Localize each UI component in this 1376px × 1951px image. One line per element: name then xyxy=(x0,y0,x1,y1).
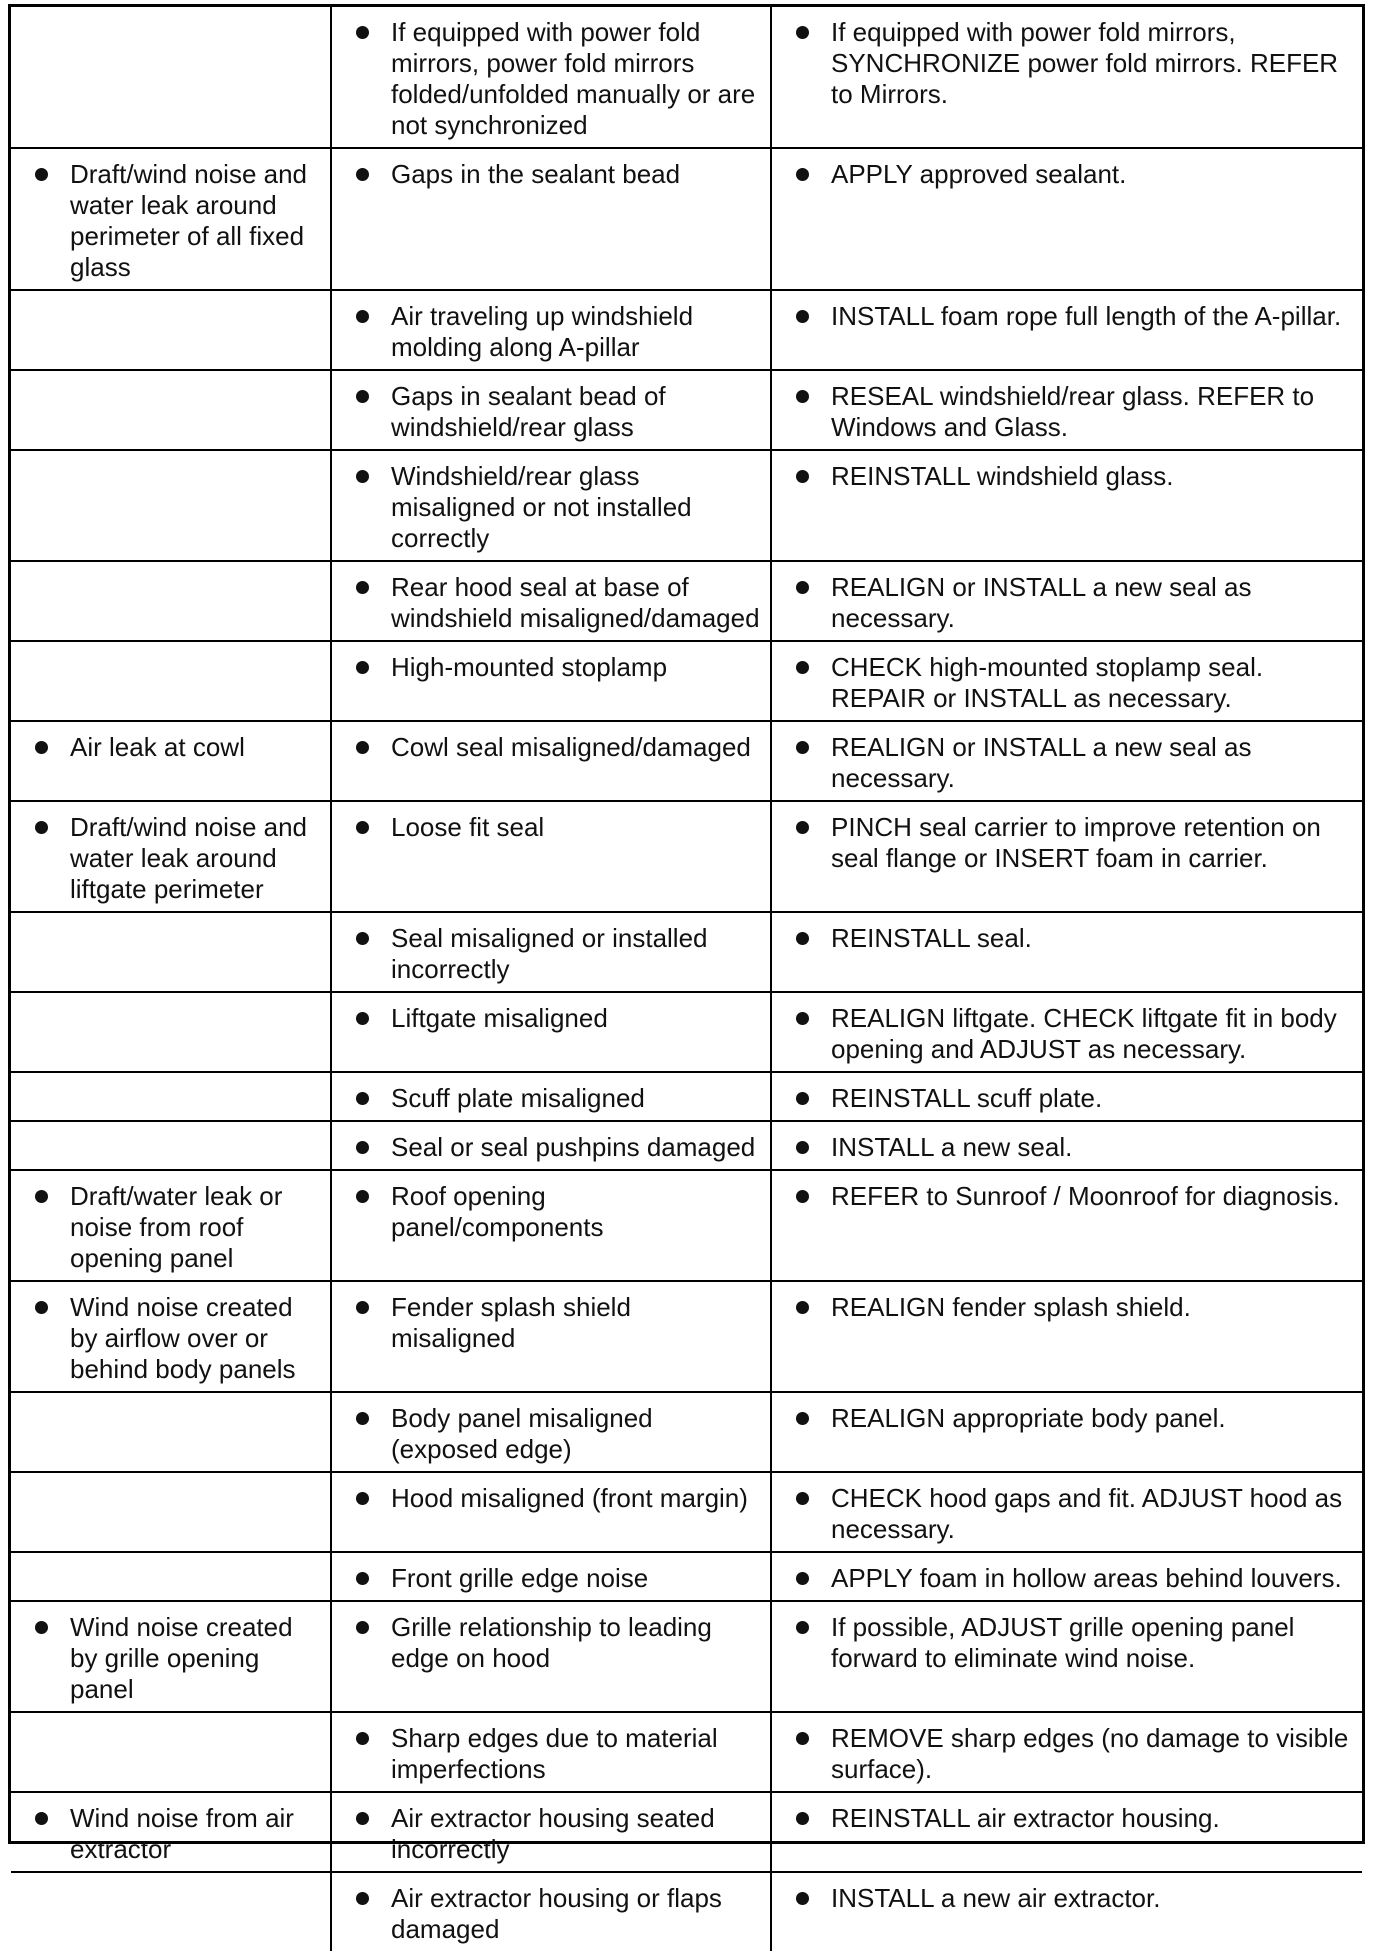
bullet-entry xyxy=(338,1003,762,1034)
bullet-icon xyxy=(35,1621,48,1634)
bullet-icon xyxy=(796,390,809,403)
action-cell xyxy=(771,148,1362,290)
condition-cell xyxy=(11,1472,331,1552)
bullet-icon xyxy=(796,1301,809,1314)
bullet-entry xyxy=(778,1883,1354,1914)
bullet-entry xyxy=(778,461,1354,492)
action-cell xyxy=(771,721,1362,801)
condition-cell xyxy=(11,1121,331,1170)
cause-cell xyxy=(331,370,771,450)
bullet-entry xyxy=(778,1803,1354,1834)
bullet-entry xyxy=(17,812,322,905)
bullet-entry xyxy=(17,1292,322,1385)
condition-cell xyxy=(11,992,331,1072)
table-row xyxy=(11,1170,1362,1281)
cause-text: Sharp edges due to material imperfections xyxy=(391,1723,718,1784)
bullet-icon xyxy=(796,1572,809,1585)
table-row xyxy=(11,1472,1362,1552)
bullet-entry xyxy=(338,1292,762,1354)
bullet-entry xyxy=(778,1563,1354,1594)
action-cell xyxy=(771,1552,1362,1601)
bullet-icon xyxy=(356,1092,369,1105)
bullet-icon xyxy=(356,470,369,483)
cause-text: Roof opening panel/components xyxy=(391,1181,604,1242)
bullet-icon xyxy=(356,1141,369,1154)
action-text: REFER to Sunroof / Moonroof for diagnosis. xyxy=(831,1181,1340,1211)
bullet-icon xyxy=(356,1412,369,1425)
bullet-entry xyxy=(778,1483,1354,1545)
bullet-icon xyxy=(356,1572,369,1585)
table-row xyxy=(11,721,1362,801)
cause-cell xyxy=(331,1712,771,1792)
action-cell xyxy=(771,450,1362,561)
condition-cell xyxy=(11,450,331,561)
condition-text: Wind noise created by airflow over or behind body panels xyxy=(70,1292,296,1384)
action-cell xyxy=(771,1472,1362,1552)
condition-cell xyxy=(11,801,331,912)
cause-cell xyxy=(331,801,771,912)
bullet-icon xyxy=(796,1012,809,1025)
bullet-entry xyxy=(338,732,762,763)
action-text: CHECK high-mounted stoplamp seal. REPAIR or INSTALL as necessary. xyxy=(831,652,1264,713)
cause-cell xyxy=(331,1392,771,1472)
bullet-entry xyxy=(778,159,1354,190)
cause-text: Grille relationship to leading edge on hood xyxy=(391,1612,712,1673)
action-text: REALIGN fender splash shield. xyxy=(831,1292,1191,1322)
bullet-icon xyxy=(356,821,369,834)
cause-text: Seal misaligned or installed incorrectly xyxy=(391,923,708,984)
bullet-icon xyxy=(796,1141,809,1154)
action-cell xyxy=(771,641,1362,721)
bullet-entry xyxy=(17,1803,322,1865)
bullet-entry xyxy=(17,1612,322,1705)
table-body xyxy=(11,7,1362,1951)
bullet-icon xyxy=(796,310,809,323)
bullet-entry xyxy=(338,652,762,683)
bullet-entry xyxy=(778,652,1354,714)
table-row xyxy=(11,801,1362,912)
cause-cell xyxy=(331,912,771,992)
cause-cell xyxy=(331,1281,771,1392)
action-text: PINCH seal carrier to improve retention on seal flange or INSERT foam in carrier. xyxy=(831,812,1321,873)
condition-cell xyxy=(11,148,331,290)
bullet-icon xyxy=(796,661,809,674)
bullet-entry xyxy=(338,1883,762,1945)
condition-cell xyxy=(11,1552,331,1601)
bullet-icon xyxy=(356,390,369,403)
bullet-entry xyxy=(338,381,762,443)
action-cell xyxy=(771,1712,1362,1792)
action-cell xyxy=(771,1872,1362,1951)
bullet-entry xyxy=(338,1483,762,1514)
cause-text: Air extractor housing seated incorrectly xyxy=(391,1803,715,1864)
bullet-icon xyxy=(356,661,369,674)
condition-cell xyxy=(11,1872,331,1951)
condition-cell xyxy=(11,641,331,721)
bullet-icon xyxy=(796,26,809,39)
cause-cell xyxy=(331,1072,771,1121)
table-row xyxy=(11,370,1362,450)
table-row xyxy=(11,1281,1362,1392)
cause-cell xyxy=(331,290,771,370)
bullet-entry xyxy=(338,1803,762,1865)
bullet-icon xyxy=(356,1012,369,1025)
cause-cell xyxy=(331,7,771,148)
bullet-icon xyxy=(356,1492,369,1505)
condition-text: Air leak at cowl xyxy=(70,732,245,762)
cause-text: Front grille edge noise xyxy=(391,1563,649,1593)
bullet-icon xyxy=(796,581,809,594)
action-cell xyxy=(771,1281,1362,1392)
bullet-icon xyxy=(796,1412,809,1425)
bullet-icon xyxy=(35,1812,48,1825)
bullet-entry xyxy=(17,159,322,283)
cause-cell xyxy=(331,1552,771,1601)
cause-text: Loose fit seal xyxy=(391,812,545,842)
action-text: REINSTALL windshield glass. xyxy=(831,461,1174,491)
action-text: REINSTALL air extractor housing. xyxy=(831,1803,1220,1833)
action-text: CHECK hood gaps and fit. ADJUST hood as necessary. xyxy=(831,1483,1343,1544)
bullet-entry xyxy=(338,159,762,190)
action-text: REALIGN or INSTALL a new seal as necessary. xyxy=(831,732,1252,793)
bullet-icon xyxy=(35,821,48,834)
table-row xyxy=(11,912,1362,992)
bullet-icon xyxy=(356,932,369,945)
table-row xyxy=(11,1121,1362,1170)
bullet-entry xyxy=(338,1083,762,1114)
cause-cell xyxy=(331,641,771,721)
bullet-icon xyxy=(35,168,48,181)
bullet-icon xyxy=(356,310,369,323)
condition-cell xyxy=(11,1170,331,1281)
cause-cell xyxy=(331,1601,771,1712)
bullet-icon xyxy=(356,1301,369,1314)
bullet-entry xyxy=(338,1563,762,1594)
table-row xyxy=(11,992,1362,1072)
bullet-entry xyxy=(338,1181,762,1243)
cause-cell xyxy=(331,992,771,1072)
bullet-icon xyxy=(356,741,369,754)
bullet-icon xyxy=(796,470,809,483)
action-text: REALIGN liftgate. CHECK liftgate fit in body opening and ADJUST as necessary. xyxy=(831,1003,1337,1064)
condition-text: Draft/wind noise and water leak around liftgate perimeter xyxy=(70,812,308,904)
cause-text: Rear hood seal at base of windshield misaligned/damaged xyxy=(391,572,760,633)
action-cell xyxy=(771,912,1362,992)
bullet-entry xyxy=(778,1181,1354,1212)
action-text: REALIGN appropriate body panel. xyxy=(831,1403,1226,1433)
bullet-icon xyxy=(35,1190,48,1203)
table-row xyxy=(11,1601,1362,1712)
bullet-entry xyxy=(778,1132,1354,1163)
cause-text: Air traveling up windshield molding along A-pillar xyxy=(391,301,694,362)
action-cell xyxy=(771,7,1362,148)
cause-cell xyxy=(331,1472,771,1552)
bullet-icon xyxy=(356,1732,369,1745)
condition-text: Draft/wind noise and water leak around perimeter of all fixed glass xyxy=(70,159,308,282)
condition-cell xyxy=(11,1792,331,1872)
cause-cell xyxy=(331,721,771,801)
action-text: REALIGN or INSTALL a new seal as necessary. xyxy=(831,572,1252,633)
bullet-entry xyxy=(778,572,1354,634)
action-text: INSTALL a new air extractor. xyxy=(831,1883,1161,1913)
condition-cell xyxy=(11,370,331,450)
bullet-icon xyxy=(796,1812,809,1825)
action-cell xyxy=(771,801,1362,912)
bullet-entry xyxy=(778,1723,1354,1785)
condition-text: Draft/water leak or noise from roof opening panel xyxy=(70,1181,283,1273)
table-row xyxy=(11,1712,1362,1792)
symptom-cause-action-table xyxy=(11,7,1362,1951)
bullet-entry xyxy=(338,812,762,843)
condition-text: Wind noise created by grille opening panel xyxy=(70,1612,293,1704)
action-text: INSTALL foam rope full length of the A-pillar. xyxy=(831,301,1342,331)
bullet-entry xyxy=(338,572,762,634)
bullet-icon xyxy=(356,26,369,39)
cause-text: Fender splash shield misaligned xyxy=(391,1292,631,1353)
bullet-icon xyxy=(796,1732,809,1745)
condition-cell xyxy=(11,912,331,992)
action-cell xyxy=(771,370,1362,450)
cause-cell xyxy=(331,1170,771,1281)
cause-cell xyxy=(331,1872,771,1951)
cause-text: Seal or seal pushpins damaged xyxy=(391,1132,756,1162)
action-text: RESEAL windshield/rear glass. REFER to Windows and Glass. xyxy=(831,381,1315,442)
bullet-icon xyxy=(356,1621,369,1634)
cause-text: Hood misaligned (front margin) xyxy=(391,1483,748,1513)
action-cell xyxy=(771,1121,1362,1170)
table-row xyxy=(11,1072,1362,1121)
bullet-entry xyxy=(778,1292,1354,1323)
action-text: REINSTALL seal. xyxy=(831,923,1032,953)
table-row xyxy=(11,148,1362,290)
bullet-icon xyxy=(796,932,809,945)
cause-text: Liftgate misaligned xyxy=(391,1003,608,1033)
action-cell xyxy=(771,1072,1362,1121)
cause-cell xyxy=(331,450,771,561)
condition-cell xyxy=(11,1392,331,1472)
bullet-entry xyxy=(338,1132,762,1163)
bullet-entry xyxy=(338,1612,762,1674)
bullet-icon xyxy=(796,821,809,834)
bullet-entry xyxy=(338,301,762,363)
bullet-entry xyxy=(17,1181,322,1274)
action-cell xyxy=(771,1601,1362,1712)
table-row xyxy=(11,450,1362,561)
table-row xyxy=(11,290,1362,370)
condition-cell xyxy=(11,561,331,641)
table-row xyxy=(11,1792,1362,1872)
bullet-entry xyxy=(778,732,1354,794)
cause-text: Windshield/rear glass misaligned or not installed correctly xyxy=(391,461,692,553)
bullet-icon xyxy=(356,168,369,181)
condition-cell xyxy=(11,1712,331,1792)
table-row xyxy=(11,641,1362,721)
bullet-icon xyxy=(356,1190,369,1203)
action-text: APPLY foam in hollow areas behind louvers. xyxy=(831,1563,1342,1593)
bullet-entry xyxy=(338,461,762,554)
bullet-icon xyxy=(796,1621,809,1634)
cause-text: Cowl seal misaligned/damaged xyxy=(391,732,751,762)
diagnostic-table-sheet xyxy=(8,4,1365,1944)
action-cell xyxy=(771,992,1362,1072)
action-text: INSTALL a new seal. xyxy=(831,1132,1073,1162)
bullet-entry xyxy=(338,923,762,985)
cause-cell xyxy=(331,1792,771,1872)
action-text: REINSTALL scuff plate. xyxy=(831,1083,1103,1113)
bullet-icon xyxy=(356,1812,369,1825)
cause-text: Scuff plate misaligned xyxy=(391,1083,645,1113)
condition-cell xyxy=(11,1601,331,1712)
condition-cell xyxy=(11,1072,331,1121)
bullet-icon xyxy=(796,741,809,754)
bullet-entry xyxy=(778,1003,1354,1065)
cause-text: High-mounted stoplamp xyxy=(391,652,668,682)
action-text: If equipped with power fold mirrors, SYNCHRONIZE power fold mirrors. REFER to Mirrors. xyxy=(831,17,1339,109)
bullet-entry xyxy=(778,923,1354,954)
condition-text: Wind noise from air extractor xyxy=(70,1803,294,1864)
bullet-icon xyxy=(35,1301,48,1314)
cause-cell xyxy=(331,148,771,290)
bullet-entry xyxy=(778,301,1354,332)
cause-text: If equipped with power fold mirrors, power fold mirrors folded/unfolded manually or are not synchronized xyxy=(391,17,756,140)
table-row xyxy=(11,7,1362,148)
bullet-entry xyxy=(778,1403,1354,1434)
cause-cell xyxy=(331,1121,771,1170)
bullet-entry xyxy=(778,1612,1354,1674)
cause-text: Body panel misaligned (exposed edge) xyxy=(391,1403,653,1464)
bullet-entry xyxy=(338,17,762,141)
bullet-icon xyxy=(796,1190,809,1203)
action-cell xyxy=(771,290,1362,370)
bullet-entry xyxy=(778,17,1354,110)
bullet-entry xyxy=(778,812,1354,874)
action-cell xyxy=(771,1170,1362,1281)
action-cell xyxy=(771,1392,1362,1472)
bullet-entry xyxy=(778,1083,1354,1114)
bullet-icon xyxy=(356,581,369,594)
table-row xyxy=(11,1552,1362,1601)
action-text: If possible, ADJUST grille opening panel forward to eliminate wind noise. xyxy=(831,1612,1295,1673)
action-cell xyxy=(771,561,1362,641)
bullet-icon xyxy=(356,1892,369,1905)
condition-cell xyxy=(11,721,331,801)
action-cell xyxy=(771,1792,1362,1872)
bullet-icon xyxy=(796,1892,809,1905)
bullet-icon xyxy=(796,1092,809,1105)
bullet-entry xyxy=(778,381,1354,443)
cause-cell xyxy=(331,561,771,641)
action-text: APPLY approved sealant. xyxy=(831,159,1127,189)
cause-text: Gaps in the sealant bead xyxy=(391,159,681,189)
bullet-icon xyxy=(796,168,809,181)
condition-cell xyxy=(11,7,331,148)
cause-text: Gaps in sealant bead of windshield/rear glass xyxy=(391,381,666,442)
table-row xyxy=(11,1392,1362,1472)
bullet-icon xyxy=(796,1492,809,1505)
table-row xyxy=(11,561,1362,641)
table-row xyxy=(11,1872,1362,1951)
bullet-entry xyxy=(17,732,322,763)
condition-cell xyxy=(11,290,331,370)
action-text: REMOVE sharp edges (no damage to visible surface). xyxy=(831,1723,1349,1784)
cause-text: Air extractor housing or flaps damaged xyxy=(391,1883,722,1944)
bullet-icon xyxy=(35,741,48,754)
condition-cell xyxy=(11,1281,331,1392)
bullet-entry xyxy=(338,1723,762,1785)
bullet-entry xyxy=(338,1403,762,1465)
